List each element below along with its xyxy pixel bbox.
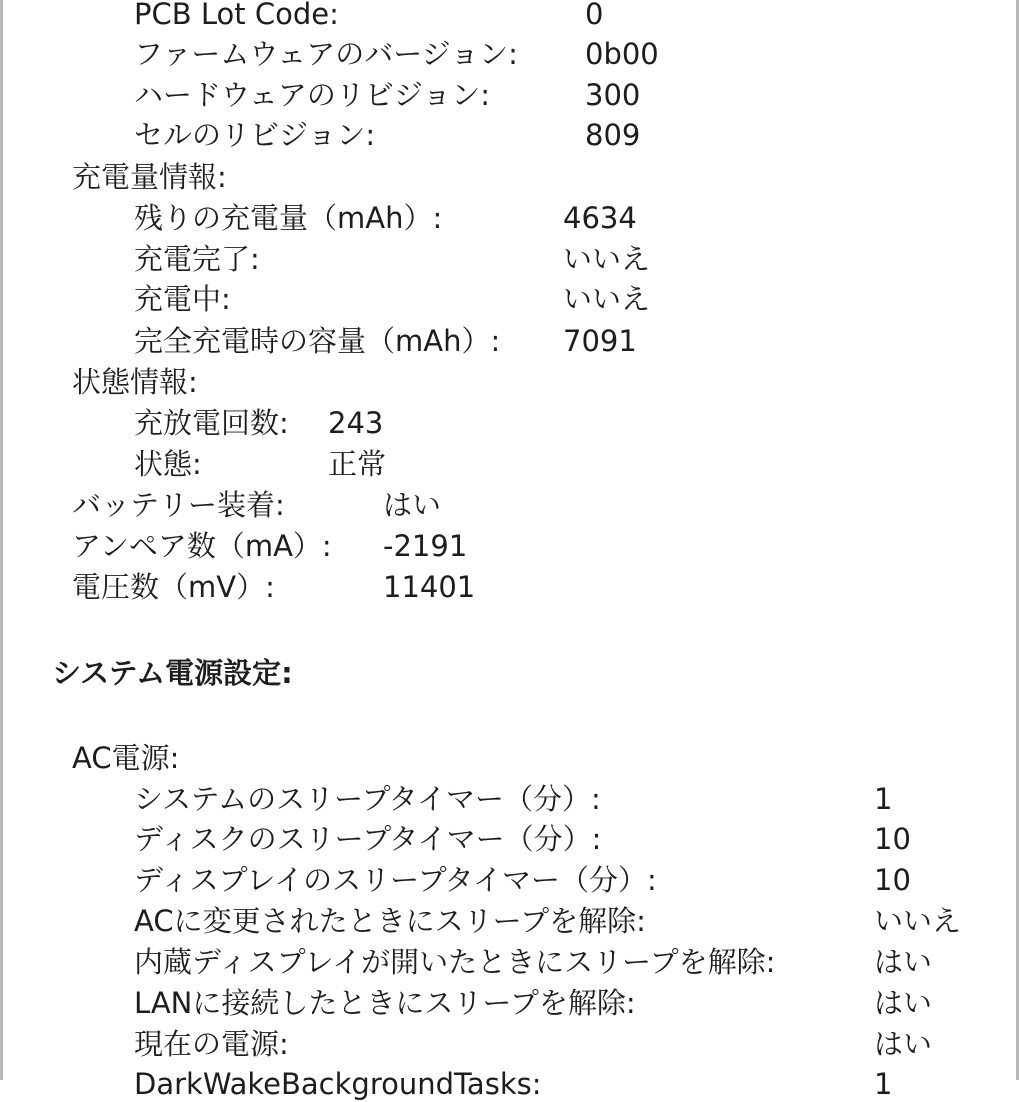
fully-charged-label: 充電完了: [134, 242, 260, 276]
health-info-header: 状態情報: [72, 365, 198, 399]
system-power-title: システム電源設定: [52, 656, 293, 690]
wake-on-ac-change-value: いいえ [874, 904, 962, 938]
firmware-version-label: ファームウェアのバージョン: [134, 37, 518, 71]
pcb-lot-code-label: PCB Lot Code: [134, 0, 339, 31]
full-charge-capacity-value: 7091 [563, 324, 637, 358]
condition-value: 正常 [328, 447, 387, 481]
dark-wake-label: DarkWakeBackgroundTasks: [134, 1067, 542, 1101]
charging-value: いいえ [563, 282, 651, 316]
cycle-count-value: 243 [328, 406, 384, 440]
battery-installed-label: バッテリー装着: [72, 488, 285, 522]
remaining-charge-value: 4634 [563, 201, 637, 235]
wake-on-clamshell-open-value: はい [874, 945, 933, 979]
disk-sleep-timer-label: ディスクのスリープタイマー（分）: [134, 822, 602, 856]
pcb-lot-code-value: 0 [585, 0, 604, 31]
cell-revision-label: セルのリビジョン: [134, 118, 376, 152]
battery-installed-value: はい [383, 488, 442, 522]
current-power-source-value: はい [874, 1027, 933, 1061]
wake-on-lan-value: はい [874, 986, 933, 1020]
voltage-label: 電圧数（mV）: [72, 570, 275, 604]
full-charge-capacity-label: 完全充電時の容量（mAh）: [134, 324, 501, 358]
charge-info-header: 充電量情報: [72, 160, 227, 194]
cycle-count-label: 充放電回数: [134, 406, 289, 440]
current-power-source-label: 現在の電源: [134, 1027, 289, 1061]
disk-sleep-timer-value: 10 [874, 822, 911, 856]
remaining-charge-label: 残りの充電量（mAh）: [134, 201, 443, 235]
cell-revision-value: 809 [585, 118, 641, 152]
wake-on-ac-change-label: ACに変更されたときにスリープを解除: [134, 904, 646, 938]
wake-on-clamshell-open-label: 内蔵ディスプレイが開いたときにスリープを解除: [134, 945, 776, 979]
ac-power-header: AC電源: [72, 741, 180, 775]
voltage-value: 11401 [383, 570, 476, 604]
amperage-value: -2191 [383, 529, 468, 563]
condition-label: 状態: [134, 447, 202, 481]
system-sleep-timer-label: システムのスリープタイマー（分）: [134, 782, 601, 816]
display-sleep-timer-value: 10 [874, 863, 911, 897]
amperage-label: アンペア数（mA）: [72, 529, 332, 563]
firmware-version-value: 0b00 [585, 37, 659, 71]
hardware-revision-value: 300 [585, 78, 641, 112]
display-sleep-timer-label: ディスプレイのスリープタイマー（分）: [134, 863, 657, 897]
window-left-border [0, 0, 3, 1080]
system-sleep-timer-value: 1 [874, 782, 893, 816]
fully-charged-value: いいえ [563, 242, 651, 276]
hardware-revision-label: ハードウェアのリビジョン: [134, 78, 491, 112]
dark-wake-value: 1 [874, 1067, 893, 1101]
charging-label: 充電中: [134, 282, 231, 316]
wake-on-lan-label: LANに接続したときにスリープを解除: [134, 986, 636, 1020]
